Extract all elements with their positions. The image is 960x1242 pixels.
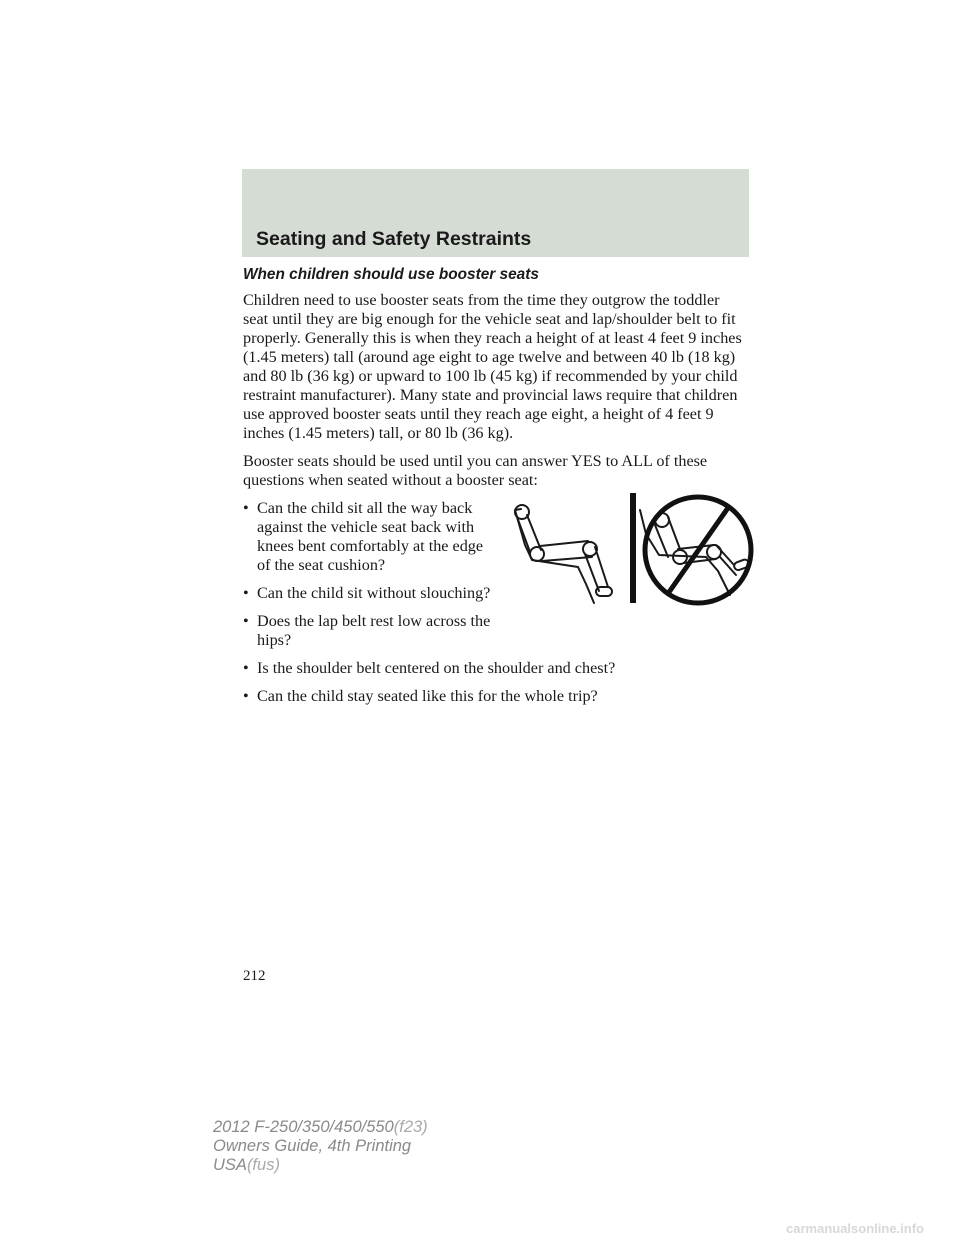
- bullet-item: [243, 687, 748, 706]
- bullet-dot: •: [243, 584, 249, 602]
- divider-bar: [630, 493, 636, 603]
- correct-seat-outline: [515, 509, 594, 603]
- bullet-text: Is the shoulder belt centered on the shoulder and chest?: [257, 659, 616, 677]
- bullet-item: [243, 659, 748, 678]
- correct-vs-incorrect-seating-posture-icon: [508, 487, 764, 611]
- footer-line-region: [213, 1156, 428, 1175]
- page-number: 212: [243, 968, 266, 984]
- footer-region-text: USA: [213, 1156, 247, 1174]
- bullet-item: [243, 499, 497, 575]
- section-header-band: [242, 169, 749, 257]
- bullet-dot: •: [243, 499, 249, 517]
- bullet-dot: •: [243, 687, 249, 705]
- bullet-text: Can the child sit without slouching?: [257, 584, 491, 602]
- bullet-item: [243, 612, 497, 650]
- child-figure-correct: [515, 505, 612, 596]
- footer-model-text: 2012 F-250/350/450/550: [213, 1118, 394, 1136]
- prohibition-icon: [645, 497, 751, 603]
- footer-region-code: (fus): [246, 1156, 280, 1174]
- bullet-dot: •: [243, 659, 249, 677]
- footer-line-model: [213, 1118, 428, 1137]
- questions-paragraph: Booster seats should be used until you can answer YES to ALL of these questions when seated without a booster seat:: [243, 452, 708, 489]
- subsection-heading: When children should use booster seats: [243, 266, 539, 283]
- bullet-item: [243, 584, 497, 603]
- bullet-text: Does the lap belt rest low across the hips?: [257, 612, 491, 649]
- bullet-text: Can the child sit all the way back against the vehicle seat back with knees bent comfortably at the edge of the seat cushion?: [257, 499, 484, 574]
- bullet-text: Can the child stay seated like this for the whole trip?: [257, 687, 598, 705]
- intro-paragraph: Children need to use booster seats from the time they outgrow the toddler seat until they are big enough for the vehicle seat and lap/shoulder belt to fit properly. Generally this is when they reach a height of at least 4 feet 9 inches (1.45 meters) tall (around age eight to age twelve and between 40 lb (18 kg) and 80 lb (36 kg) or upward to 100 lb (45 kg) if recommended by your child restraint manufacturer). Many state and provincial laws require that children use approved booster seats until they reach age eight, a height of 4 feet 9 inches (1.45 meters) tall, or 80 lb (36 kg).: [243, 291, 742, 442]
- bullet-dot: •: [243, 612, 249, 630]
- section-title: Seating and Safety Restraints: [256, 228, 532, 250]
- footer-line-printing: Owners Guide, 4th Printing: [213, 1137, 412, 1155]
- watermark-link[interactable]: carmanualsonline.info: [786, 1221, 924, 1236]
- document-footer: [213, 1118, 428, 1175]
- seating-posture-illustration: [508, 487, 764, 611]
- footer-model-code: (f23): [393, 1118, 428, 1136]
